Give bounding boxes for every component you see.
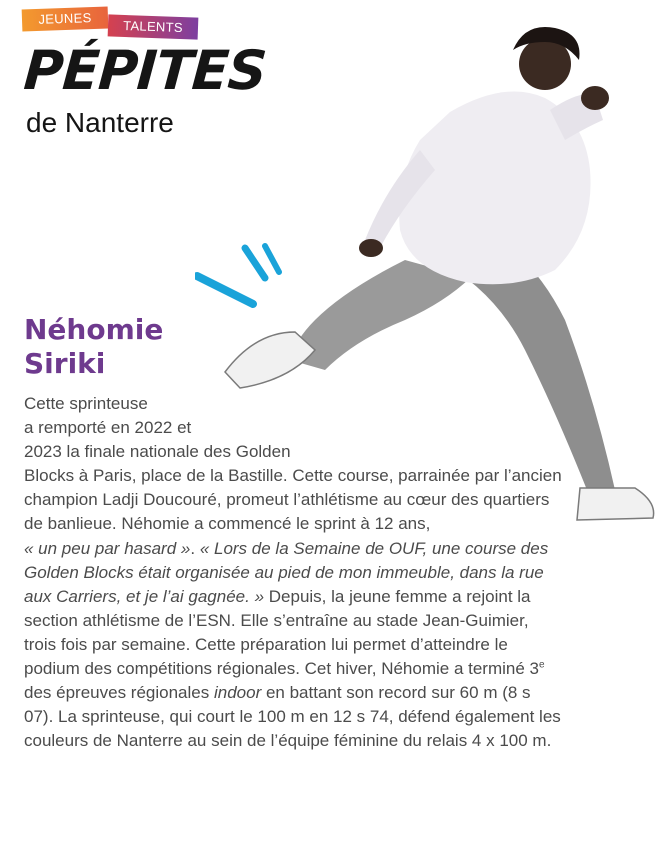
profile-last-name: Siriki [24, 347, 106, 380]
brand-subtitle: de Nanterre [26, 107, 174, 138]
runner-hand-right [581, 86, 609, 110]
section-tag [22, 6, 198, 42]
article-separator: . [190, 538, 200, 558]
accent-stroke [245, 248, 265, 278]
quote-short: « un peu par hasard » [24, 538, 191, 558]
article-line: a remporté en 2022 et [24, 418, 192, 438]
runner-hand-left [359, 239, 383, 257]
profile-name [24, 313, 163, 381]
article-text: des épreuves régionales [24, 683, 214, 703]
quote-long: « Lors de la Semaine de OUF, une course des Golden Blocks était organisée au pied de mon immeuble, dans la rue aux Carriers, et je l’ai gagnée. » [24, 538, 549, 606]
article-text: Blocks à Paris, place de la Bastille. Cette course, parrainée par l’ancien champion Ladji Doucouré, promeut l’athlétisme au cœur des quartiers de banlieue. Néhomie a commencé le sprint à 12 ans, [24, 466, 562, 534]
article-line: Cette sprinteuse [24, 394, 148, 413]
article-text: Depuis, la jeune femme a rejoint la section athlétisme de l’ESN. Elle s’entraîne au stade Jean-Guimier, trois fois par semaine. Cette préparation lui permet d’atteindre le podium des compétitions régionales. Cet hiver, Néhomie a terminé 3 [24, 586, 539, 679]
brand-title: PÉPITES [21, 39, 268, 102]
runner-shoe-back [577, 488, 654, 520]
article-text: en battant son record sur 60 m (8 s 07). La sprinteuse, qui court le 100 m en 12 s 74, défend également les couleurs de Nanterre au sein de l’équipe féminine du relais 4 x 100 m. [24, 683, 561, 751]
accent-stroke [265, 246, 279, 272]
section-tag-left: JEUNES [22, 7, 109, 32]
section-tag-right: TALENTS [108, 14, 199, 39]
runner-shoe-front [225, 332, 315, 388]
ordinal-superscript: e [539, 659, 545, 671]
accent-stroke [197, 276, 253, 304]
indoor-italic: indoor [213, 683, 262, 703]
runner-leg-front [290, 260, 470, 370]
profile-first-name: Néhomie [24, 313, 164, 346]
article-body [24, 392, 564, 753]
article-line: 2023 la finale nationale des Golden [24, 442, 291, 462]
